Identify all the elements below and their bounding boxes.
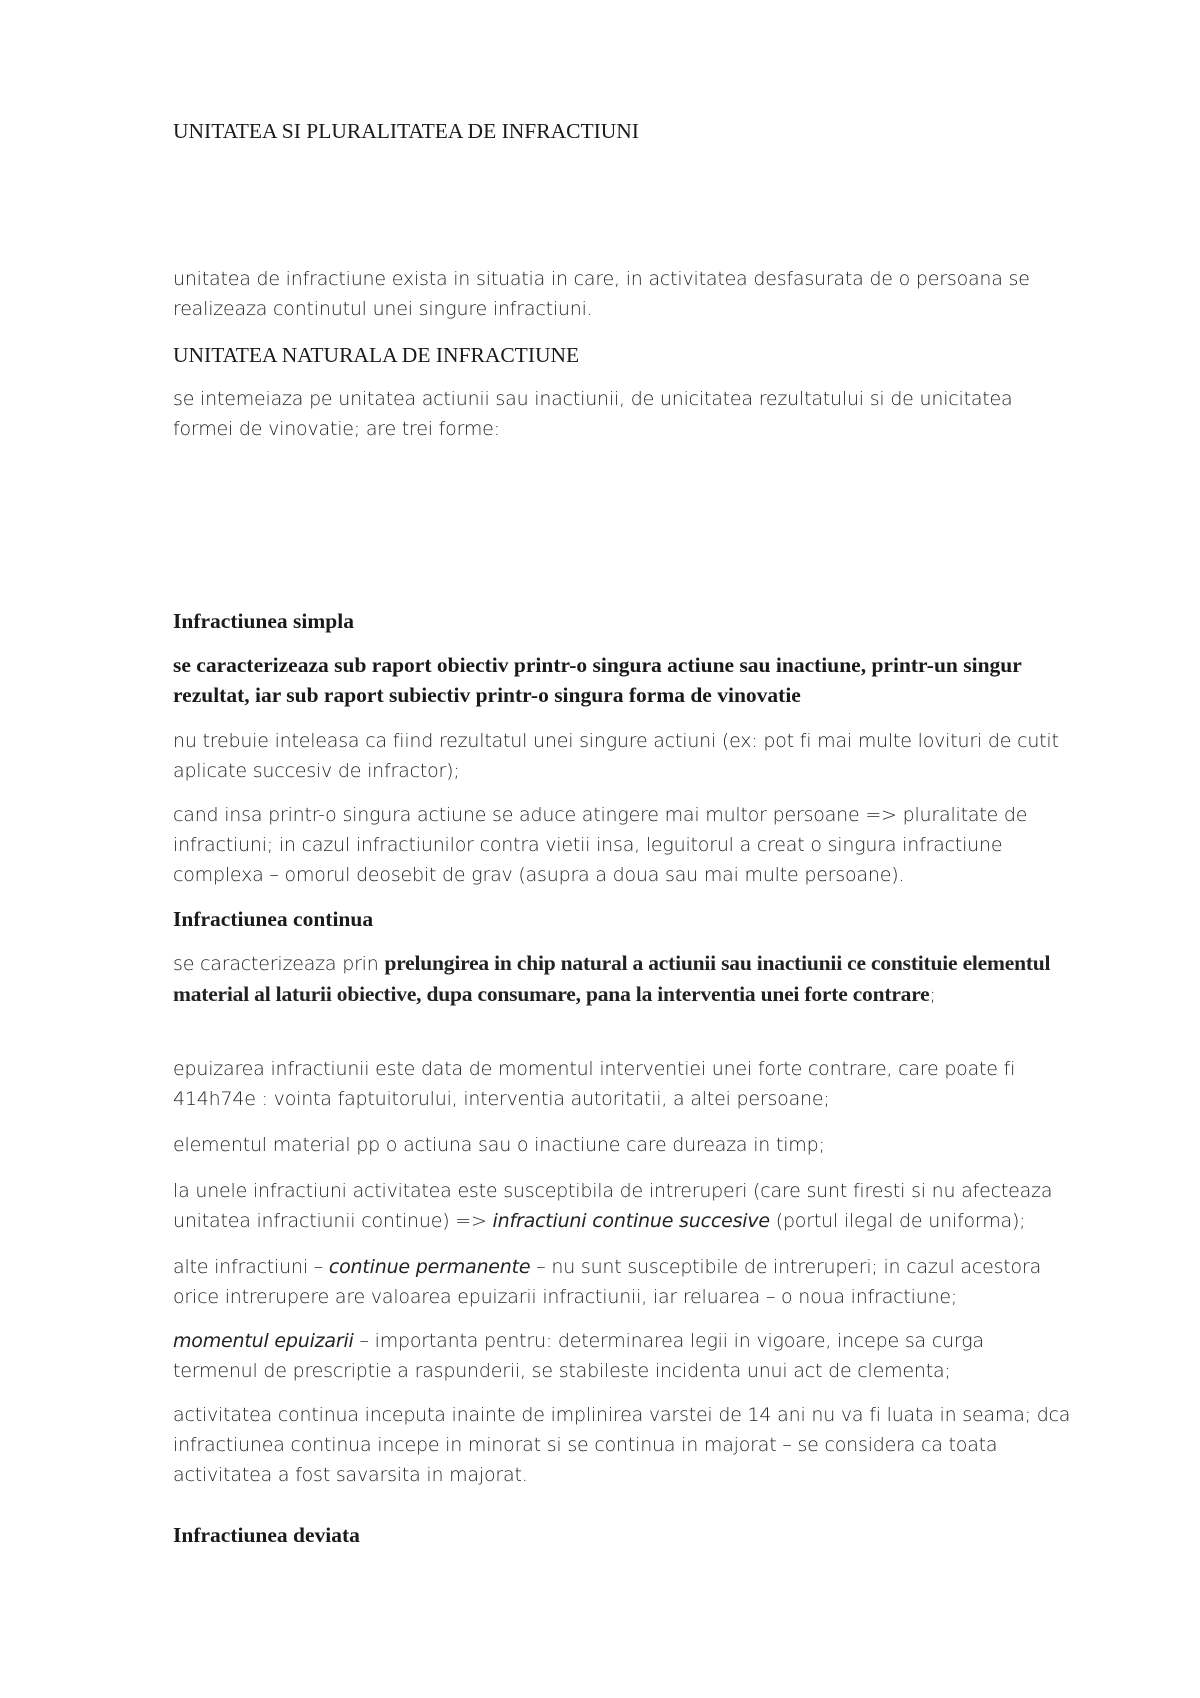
paragraph-simple-1: nu trebuie inteleasa ca fiind rezultatul unei singure actiuni (ex: pot fi mai multe lovituri de cutit aplicate succesiv de infractor); bbox=[173, 730, 1059, 782]
definition-suffix: ; bbox=[929, 984, 936, 1006]
p3-prefix: la unele infractiuni activitatea este susceptibila de intreruperi (care sunt firesti si nu afecteaza unitatea infractiunii continue) => bbox=[173, 1180, 1053, 1232]
p4-prefix: alte infractiuni – bbox=[173, 1256, 329, 1278]
paragraph-continuous-6: activitatea continua inceputa inainte de implinirea varstei de 14 ani nu va fi luata in seama; dca infractiunea continua incepe in minorat si se continua in majorat – se considera ca toata activitatea a fost savarsita in majorat. bbox=[173, 1404, 1071, 1486]
p4-italic: continue permanente bbox=[328, 1256, 531, 1278]
paragraph-continuous-3 bbox=[173, 1176, 1073, 1236]
document-title: UNITATEA SI PLURALITATEA DE INFRACTIUNI bbox=[173, 119, 639, 143]
heading-deviated-offense: Infractiunea deviata bbox=[173, 1523, 360, 1547]
p3-italic: infractiuni continue succesive bbox=[492, 1210, 770, 1232]
document-page bbox=[173, 0, 1103, 1698]
definition-continuous-offense bbox=[173, 948, 1073, 1010]
section-paragraph-natural-unity: se intemeiaza pe unitatea actiunii sau inactiunii, de unicitatea rezultatului si de unicitatea formei de vinovatie; are trei forme: bbox=[173, 388, 1013, 440]
section-heading-natural-unity: UNITATEA NATURALA DE INFRACTIUNE bbox=[173, 343, 580, 367]
p5-italic: momentul epuizarii bbox=[173, 1330, 354, 1352]
p5-suffix: – importanta pentru: determinarea legii in vigoare, incepe sa curga termenul de prescriptie a raspunderii, se stabileste incidenta unui act de clementa; bbox=[173, 1330, 984, 1382]
definition-prefix: se caracterizeaza prin bbox=[173, 953, 385, 975]
definition-simple-offense: se caracterizeaza sub raport obiectiv printr-o singura actiune sau inactiune, printr-un singur rezultat, iar sub raport subiectiv printr-o singura forma de vinovatie bbox=[173, 653, 1022, 707]
p4-suffix: – nu sunt susceptibile de intreruperi; in cazul acestora orice intrerupere are valoarea epuizarii infractiunii, iar reluarea – o noua infractiune; bbox=[173, 1256, 1042, 1308]
paragraph-simple-2: cand insa printr-o singura actiune se aduce atingere mai multor persoane => pluralitate de infractiuni; in cazul infractiunilor contra vietii insa, leguitorul a creat o singura infractiune complexa – omorul deosebit de grav (asupra a doua sau mai multe persoane). bbox=[173, 804, 1028, 886]
paragraph-continuous-5 bbox=[173, 1326, 1073, 1386]
heading-simple-offense: Infractiunea simpla bbox=[173, 609, 354, 633]
definition-bold: prelungirea in chip natural a actiunii sau inactiunii ce constituie elementul material al laturii obiective, dupa consumare, pana la interventia unei forte contrare bbox=[173, 951, 1051, 1006]
paragraph-continuous-1: epuizarea infractiunii este data de momentul interventiei unei forte contrare, care poate fi 414h74e : vointa faptuitorului, interventia autoritatii, a altei persoane; bbox=[173, 1058, 1016, 1110]
paragraph-continuous-2: elementul material pp o actiuna sau o inactiune care dureaza in timp; bbox=[173, 1134, 825, 1156]
heading-continuous-offense: Infractiunea continua bbox=[173, 907, 374, 931]
p3-suffix: (portul ilegal de uniforma); bbox=[769, 1210, 1026, 1232]
paragraph-continuous-4 bbox=[173, 1252, 1073, 1312]
intro-paragraph: unitatea de infractiune exista in situatia in care, in activitatea desfasurata de o persoana se realizeaza continutul unei singure infractiuni. bbox=[173, 268, 1030, 320]
